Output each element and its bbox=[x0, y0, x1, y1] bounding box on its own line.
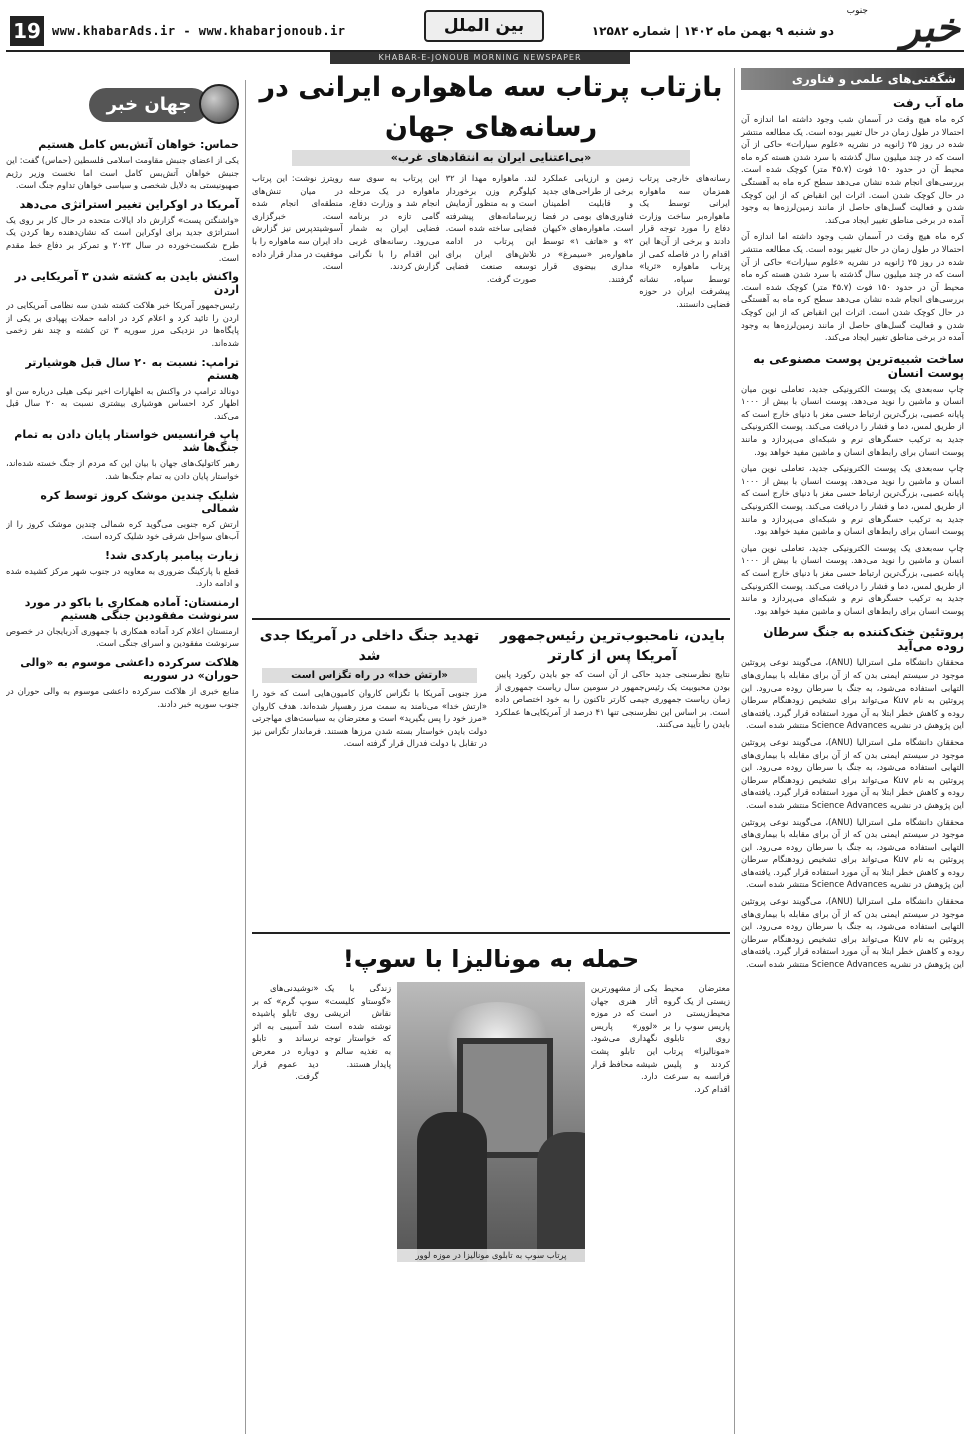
biden-article bbox=[495, 626, 730, 926]
news-body: منابع خبری از هلاکت سرکرده داعشی موسوم به والی حوران در جنوب سوریه خبر دادند. bbox=[6, 686, 239, 709]
divider bbox=[252, 618, 730, 620]
article-title: ساخت شبیه‌ترین پوست مصنوعی به پوست انسان bbox=[753, 351, 964, 380]
protester-figure bbox=[537, 1132, 585, 1262]
news-title: پاپ فرانسیس خواستار پایان دادن به تمام جنگ‌ها شد bbox=[14, 428, 239, 455]
headline-subtitle: «بی‌اعتنایی ایران به انتقادهای غرب» bbox=[292, 150, 690, 166]
mona-column: «نوشیدنی‌های سوپ گرم» که بر روی تابلو پاشیده شد آسیبی به اثر نرساند و تابلو دوباره در معرض دید عموم قرار گرفت. bbox=[252, 983, 319, 1082]
article-body: کره ماه هیچ‌ وقت در آسمان شب وجود داشته اما اندازه آن احتمالا در طول زمان در حال تغییر بوده است. یک مطالعه منتشر شده در روز ۲۵ ژانویه در نشریه «علوم سیارات» حاکی از آن است که در چند میلیون سال گذشته با سرد شدن هسته کره ماه محیط آن در حدود ۱۵۰ فوت (۴۵.۷ متر) کوچک شده است. بررسی‌های انجام شده نشان می‌دهد سطح کره ماه به آهستگی در حال کوچک شدن است. اثرات این انقباض که از این کوچک شدن و فعالیت گسل‌های حاصل از مانند زمین‌لرزه‌ها به وجود آمده در برخی مناطق تغییر ایجاد می‌کند. bbox=[741, 231, 964, 343]
news-body: ارمنستان اعلام کرد آماده همکاری با جمهوری آذربایجان در خصوص سرنوشت مفقودین و اسرای جنگی است. bbox=[6, 625, 239, 649]
globe-icon bbox=[199, 84, 239, 124]
news-title: هلاکت سرکرده داعشی موسوم به «والی حوران» در سوریه bbox=[20, 656, 239, 683]
mona-column: معترضان محیط زیستی از یک گروه محیط‌زیستی در پاریس سوپ را بر روی تابلوی «مونالیزا» پرتاب کردند و پلیس فرانسه به سرعت اقدام کرد. bbox=[663, 983, 730, 1094]
main-headline: بازتاب پرتاب سه ماهواره ایرانی در رسانه‌های جهان bbox=[259, 72, 723, 143]
main-article bbox=[252, 172, 730, 612]
article-body: چاپ سه‌بعدی یک پوست الکترونیکی جدید، تعاملی نوین میان انسان و ماشین را نوید می‌دهد. پوست انسان با بیش از ۱۰۰۰ پایانه عصبی، بزرگ‌ترین ارتباط حسی مغز با دنیای خارج است که از طریق لمس، دما و فشار را دریافت می‌کند. پوست الکترونیکی جدید به ترکیب حسگرهای نرم و شبکه‌ای می‌پردازد و مانند پوست انسان برای رابط‌های انسان و ماشین مفید خواهد بود. bbox=[741, 463, 964, 537]
article-column: رویترز نوشت: این پرتاب در میان تنش‌های منطقه‌ای انجام شده است. خبرگزاری آسوشیتدپرس نیز گزارش داد ایران سه ماهواره را با موفقیت در مدار قرار داده است. bbox=[252, 173, 343, 272]
article-body: چاپ سه‌بعدی یک پوست الکترونیکی جدید، تعاملی نوین میان انسان و ماشین را نوید می‌دهد. پوست انسان با بیش از ۱۰۰۰ پایانه عصبی، بزرگ‌ترین ارتباط حسی مغز با دنیای خارج است که از طریق لمس، دما و فشار را دریافت می‌کند. پوست الکترونیکی جدید به ترکیب حسگرهای نرم و شبکه‌ای می‌پردازد و مانند پوست انسان برای رابط‌های انسان و ماشین مفید خواهد بود. bbox=[741, 383, 964, 457]
article-body: چاپ سه‌بعدی یک پوست الکترونیکی جدید، تعاملی نوین میان انسان و ماشین را نوید می‌دهد. پوست انسان با بیش از ۱۰۰۰ پایانه عصبی، بزرگ‌ترین ارتباط حسی مغز با دنیای خارج است که از طریق لمس، دما و فشار را دریافت می‌کند. پوست الکترونیکی جدید به ترکیب حسگرهای نرم و شبکه‌ای می‌پردازد و مانند پوست انسان برای رابط‌های انسان و ماشین مفید خواهد بود. bbox=[741, 542, 964, 616]
center-content bbox=[252, 68, 730, 1434]
science-column bbox=[734, 68, 964, 1434]
usa-subtitle: «ارتش خدا» در راه تگزاس است bbox=[262, 668, 477, 683]
section-title: بین الملل bbox=[424, 10, 544, 42]
news-title: زیارت پیامبر پارکدی شد! bbox=[105, 548, 239, 562]
news-title: ترامپ: نسبت به ۲۰ سال قبل هوشیارتر هستم bbox=[25, 355, 239, 382]
usa-body: مرز جنوبی آمریکا با تگزاس کاروان کامیون‌هایی است که خود را «ارتش خدا» می‌نامند به سمت مرز رهسپار شده‌اند. هدف کاروان «مرز خود را پس بگیرید» است و معترضان به سیاست‌های مهاجرتی دولت بایدن خواستار بسته شدن مرزها هستند. فرماندار تگزاس نیز در تقابل با دولت فدرال قرار گرفته است. bbox=[252, 688, 487, 749]
english-strip: KHABAR-E-JONOUB MORNING NEWSPAPER bbox=[330, 52, 630, 64]
world-news-column bbox=[6, 80, 246, 1434]
article-column: رسانه‌های خارجی پرتاب همزمان سه ماهواره ایرانی توسط یک ماهواره‌بر ساخت وزارت دفاع را مورد توجه قرار دادند و برخی از آن‌ها این اقدام را در فاصله کمی از پرتاب ماهواره «ثریا» توسط سپاه، نشانه پیشرفت ایران در حوزه فضایی دانستند. bbox=[639, 173, 730, 309]
usa-civil-war-article bbox=[252, 626, 487, 926]
mona-column: یکی از مشهورترین آثار هنری جهان است که در موزه «لوور» پاریس نگهداری می‌شود. این تابلو پشت شیشه محافظ قرار دارد. bbox=[590, 983, 658, 1082]
mona-column: زندگی با یک «گوستاو کلیست» نقاش اتریشی نوشته شده است که خواستار توجه به تغذیه سالم و پایدار هستند. bbox=[324, 983, 392, 1069]
usa-title: تهدید جنگ داخلی در آمریکا جدی شد bbox=[259, 628, 480, 664]
article-body: محققان دانشگاه ملی استرالیا (ANU)، می‌گویند نوعی پروتئین موجود در سیستم ایمنی بدن که از آن برای مقابله با بیماری‌های التهابی استفاده می‌شود، به جنگ با سرطان روده می‌رود. این پروتئین به نام Kuv می‌تواند برای تشخیص زودهنگام سرطان روده و کاهش خطر ابتلا به آن مورد استفاده قرار گیرد. یافته‌های این پژوهش در نشریه Science Advances منتشر شده است. bbox=[741, 816, 964, 890]
website-url[interactable]: www.khabarAds.ir - www.khabarjonoub.ir bbox=[52, 24, 346, 38]
article-body: محققان دانشگاه ملی استرالیا (ANU)، می‌گویند نوعی پروتئین موجود در سیستم ایمنی بدن که از آن برای مقابله با بیماری‌های التهابی استفاده می‌شود، به جنگ با سرطان روده می‌رود. این پروتئین به نام Kuv می‌تواند برای تشخیص زودهنگام سرطان روده و کاهش خطر ابتلا به آن مورد استفاده قرار گیرد. یافته‌های این پژوهش در نشریه Science Advances منتشر شده است. bbox=[741, 896, 964, 970]
news-title: حماس: خواهان آتش‌بس کامل هستیم bbox=[38, 138, 239, 151]
issue-date: دو شنبه ۹ بهمن ماه ۱۴۰۲ | شماره ۱۲۵۸۲ bbox=[591, 24, 834, 38]
news-body: رئیس‌جمهور آمریکا خبر هلاکت کشته شدن سه نظامی آمریکایی در اردن را تائید کرد و اعلام کرد در ادامه حملات پهپادی بر یکی از پایگاه‌ها در نزدیکی مرز سوریه ۳ تن کشته و چند نفر زخمی شده‌اند. bbox=[6, 300, 239, 348]
article-title: ماه آب رفت bbox=[892, 96, 964, 110]
logo-subtitle: جنوب bbox=[846, 6, 868, 16]
news-body: دونالد ترامپ در واکنش به اظهارات اخیر نیکی هیلی درباره سن او اظهار کرد احساس هوشیاری بیشتری نسبت به ۲۰ سال قبل می‌کند. bbox=[6, 385, 239, 421]
biden-body: نتایج نظرسنجی جدید حاکی از آن است که جو بایدن رکورد پایین بودن محبوبیت یک رئیس‌جمهور در سومین سال ریاست جمهوری از زمان ریاست جمهوری جیمی کارتر تاکنون را به خود اختصاص داده است. بر اساس این نظرسنجی تنها ۴۱ درصد از آمریکایی‌ها عملکرد بایدن را تأیید می‌کنند. bbox=[495, 669, 730, 730]
secondary-articles bbox=[252, 626, 730, 926]
article-body: محققان دانشگاه ملی استرالیا (ANU)، می‌گویند نوعی پروتئین موجود در سیستم ایمنی بدن که از آن برای مقابله با بیماری‌های التهابی استفاده می‌شود، به جنگ با سرطان روده می‌رود. این پروتئین به نام Kuv می‌تواند برای تشخیص زودهنگام سرطان روده و کاهش خطر ابتلا به آن مورد استفاده قرار گیرد. یافته‌های این پژوهش در نشریه Science Advances منتشر شده است. bbox=[741, 736, 964, 810]
newspaper-logo bbox=[840, 4, 960, 52]
article-column: لند. ماهواره مهدا از ۳۲ کیلوگرم وزن برخوردار است و به منظور آزمایش زیرسامانه‌های پیشرفته فضایی ساخته شده است. این پرتاب در ادامه تلاش‌های ایران برای توسعه صنعت فضایی صورت گرفت. bbox=[445, 173, 537, 284]
article-body: کره ماه هیچ‌ وقت در آسمان شب وجود داشته اما اندازه آن احتمالا در طول زمان در حال تغییر بوده است. یک مطالعه منتشر شده در روز ۲۵ ژانویه در نشریه «علوم سیارات» حاکی از آن است که در چند میلیون سال گذشته با سرد شدن هسته کره ماه محیط آن در حدود ۱۵۰ فوت (۴۵.۷ متر) کوچک شده است. بررسی‌های انجام شده نشان می‌دهد سطح کره ماه به آهستگی در حال کوچک شدن است. اثرات این انقباض که از این کوچک شدن و فعالیت گسل‌های حاصل از مانند زمین‌لرزه‌ها به وجود آمده در برخی مناطق تغییر ایجاد می‌کند. bbox=[741, 114, 964, 225]
news-body: رهبر کاتولیک‌های جهان با بیان این که مردم از جنگ خسته شده‌اند، خواستار پایان دادن به تمام جنگ‌ها شد. bbox=[6, 458, 239, 481]
divider bbox=[252, 932, 730, 934]
logo-text: خبر bbox=[901, 4, 960, 51]
protester-figure bbox=[417, 1112, 487, 1262]
news-title: آمریکا در اوکراین تغییر استراتژی می‌دهد bbox=[19, 197, 239, 211]
mona-lisa-article bbox=[252, 982, 730, 1262]
article-title: پروتئین خنک‌کننده به جنگ سرطان روده می‌آید bbox=[763, 625, 964, 654]
news-title: شلیک چندین موشک کروز توسط کره شمالی bbox=[40, 488, 239, 515]
science-band: شگفتی‌های علمی و فناوری bbox=[741, 68, 964, 90]
article-column: این پرتاب به سوی سه ماهواره در یک مرحله انجام شد و وزارت دفاع، گامی تازه در برنامه فضایی ایران به شمار می‌رود. رسانه‌های غربی این اقدام را با نگرانی گزارش کردند. bbox=[348, 173, 440, 272]
article-body: محققان دانشگاه ملی استرالیا (ANU)، می‌گویند نوعی پروتئین موجود در سیستم ایمنی بدن که از آن برای مقابله با بیماری‌های التهابی استفاده می‌شود، به جنگ با سرطان روده می‌رود. این پروتئین به نام Kuv می‌تواند برای تشخیص زودهنگام سرطان روده و کاهش خطر ابتلا به آن مورد استفاده قرار گیرد. یافته‌های این پژوهش در نشریه Science Advances منتشر شده است. bbox=[741, 657, 964, 731]
masthead bbox=[6, 6, 964, 52]
photo-caption: پرتاب سوپ به تابلوی مونالیزا در موزه لوور bbox=[397, 1249, 585, 1262]
world-news-label: جهان خبر bbox=[89, 88, 209, 122]
mona-lisa-headline: حمله به مونالیزا با سوپ! bbox=[342, 945, 640, 973]
mona-lisa-photo bbox=[397, 982, 585, 1262]
news-body: قطع با پارکینگ ضروری به معاویه در جنوب شهر مرکز کشیده شده و ادامه دارد. bbox=[6, 565, 239, 589]
news-body: «واشنگتن پست» گزارش داد ایالات متحده در حال کار بر روی یک استراتژی جدید برای اوکراین است که نشان‌دهنده رها کردن یک طرح شکست‌خورده در سال ۲۰۲۳ و تمرکز بر دفاع خط مقدم است. bbox=[6, 214, 239, 263]
article-column: زمین و ارزیابی عملکرد برخی از طراحی‌های جدید و قابلیت اطمینان فناوری‌های بومی در فضا است. ماهواره‌های «کیهان ۲» و «هاتف ۱» توسط ماهواره‌بر «سیمرغ» در مداری بیضوی قرار گرفتند. bbox=[542, 173, 634, 284]
news-body: یکی از اعضای جنبش مقاومت اسلامی فلسطین (حماس) گفت: این جنبش خواهان آتش‌بس کامل است اما نخست وزیر رژیم صهیونیستی به دلایل شخصی و سیاسی خواهان تداوم جنگ است. bbox=[6, 155, 239, 191]
news-body: ارتش کره جنوبی می‌گوید کره شمالی چندین موشک کروز را از آب‌های سواحل شرقی خود شلیک کرده است. bbox=[6, 518, 239, 542]
page-number: 19 bbox=[10, 16, 44, 46]
news-title: ارمنستان: آماده همکاری با باکو در مورد سرنوشت مفقودین جنگی هستیم bbox=[24, 595, 239, 622]
news-title: واکنش بایدن به کشته شدن ۳ آمریکایی در اردن bbox=[14, 270, 239, 297]
biden-title: بایدن، نامحبوب‌ترین رئیس‌جمهور آمریکا پس از کارتر bbox=[500, 628, 725, 664]
world-news-badge bbox=[6, 80, 239, 132]
